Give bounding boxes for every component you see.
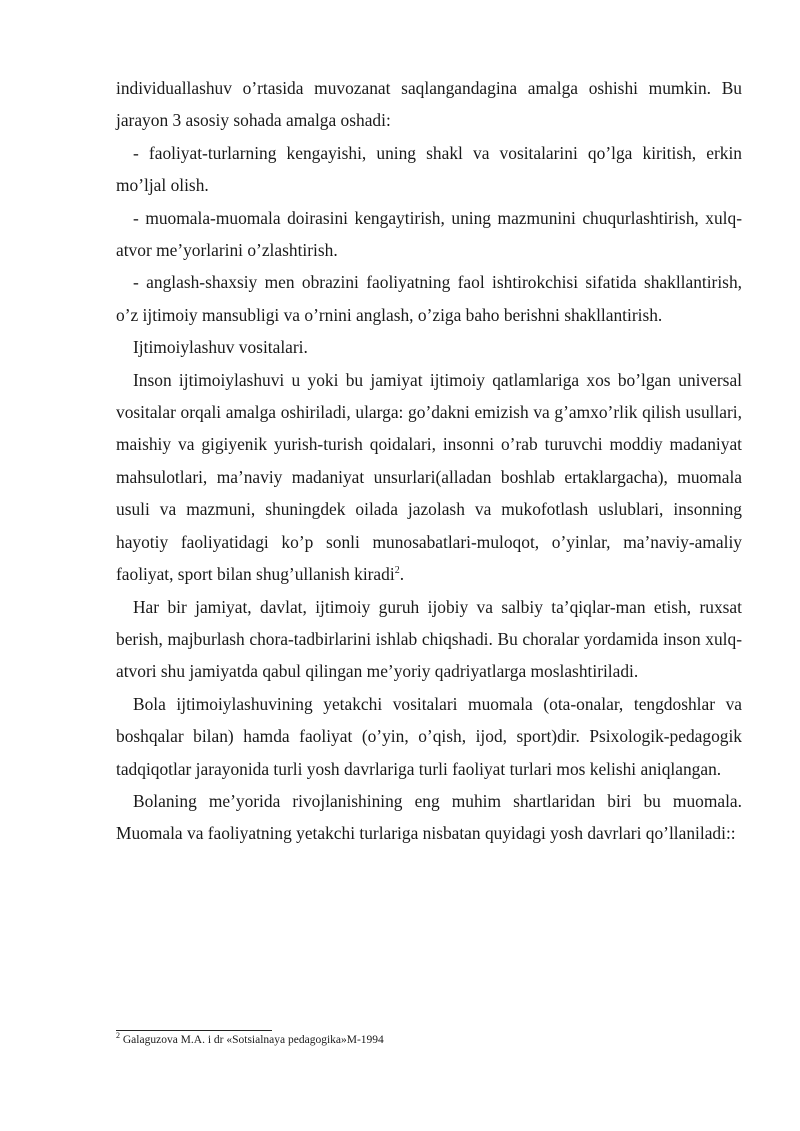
paragraph-communication-conditions: Bolaning me’yorida rivojlanishining eng muhim shartlaridan biri bu muomala. Muomala va faoliyatning yetakchi turlariga nisbatan quyidagi yosh davrlari qo’llaniladi:: [116,790,742,844]
paragraph-universal-means-text: Inson ijtimoiylashuvi u yoki bu jamiyat ijtimoiy qatlamlariga xos bo’lgan universal vositalar orqali amalga oshiriladi, ularga: go’dakni emizish va g’amxo’rlik qilish usullari, maishiy va gigiyenik yurish-turish qoidalari, insonni o’rab turuvchi moddiy madaniyat mahsulotlari, ma’naviy madaniyat unsurlari(alladan boshlab ertaklargacha), muomala usuli va mazmuni, shuningdek oilada jazolash va mukofotlash uslublari, insonning hayotiy faoliyatidagi ko’p sonli munosabatlari-muloqot, o’yinlar, ma’naviy-amaliy faoliyat, sport bilan shug’ullanish kiradi [116,369,742,585]
paragraph-continuation: individuallashuv o’rtasida muvozanat saqlangandagina amalga oshishi mumkin. Bu jarayon 3 asosiy sohada amalga oshadi: [116,78,742,131]
section-heading-socialization-means: Ijtimoiylashuv vositalari. [133,337,308,358]
footnote-reference: 2 [394,565,400,577]
footnote [116,1033,742,1047]
paragraph-society-measures: Har bir jamiyat, davlat, ijtimoiy guruh ijobiy va salbiy ta’qiqlar-man etish, ruxsat berish, majburlash chora-tadbirlarini ishlab chiqshadi. Bu choralar yordamida inson xulq-atvori shu jamiyatda qabul qilingan me’yoriy qadriyatlarga moslashtiriladi. [116,596,742,682]
paragraph-universal-means [116,364,742,591]
footnote-reference-suffix: . [399,564,405,585]
footnote-number: 2 [116,1031,120,1041]
footnote-separator [116,1030,272,1031]
paragraph-self-awareness: - anglash-shaxsiy men obrazini faoliyatning faol ishtirokchisi sifatida shakllantirish, o’z ijtimoiy mansubligi va o’rnini anglash, o’ziga baho berishni shakllantirish. [116,272,742,325]
paragraph-communication: - muomala-muomala doirasini kengaytirish, uning mazmunini chuqurlashtirish, xulq-atvor me’yorlarini o’zlashtirish. [116,207,742,261]
paragraph-child-socialization: Bola ijtimoiylashuvining yetakchi vositalari muomala (ota-onalar, tengdoshlar va boshqalar bilan) hamda faoliyat (o’yin, o’qish, ijod, sport)dir. Psixologik-pedagogik tadqiqotlar jarayonida turli yosh davrlariga turli faoliyat turlari mos kelishi aniqlangan. [116,693,742,779]
document-page [116,72,742,850]
paragraph-activity-types: - faoliyat-turlarning kengayishi, uning shakl va vositalarini qo’lga kiritish, erkin mo’ljal olish. [116,142,742,196]
footnote-text: Galaguzova M.A. i dr «Sotsialnaya pedagogika»M-1994 [120,1034,384,1046]
